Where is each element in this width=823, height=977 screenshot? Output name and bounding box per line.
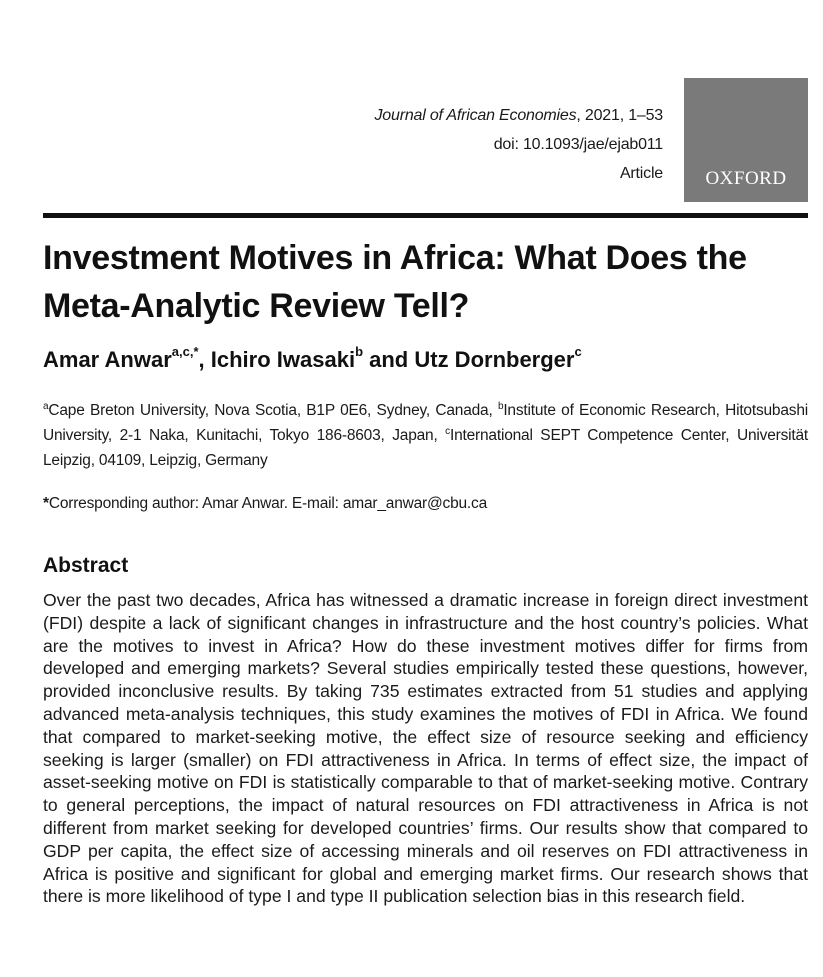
header-rule: [43, 213, 808, 218]
author-separator: ,: [198, 347, 211, 372]
affiliation-mark: b: [497, 400, 504, 412]
article-title: Investment Motives in Africa: What Does the Meta-Analytic Review Tell?: [43, 239, 747, 325]
publisher-logo: [684, 78, 808, 202]
publisher-logo-text: OXFORD: [705, 168, 787, 189]
author-name[interactable]: Ichiro Iwasaki: [210, 347, 356, 372]
affiliations: [43, 398, 808, 473]
journal-name[interactable]: Journal of African Economies: [374, 107, 577, 124]
affiliation-mark: c: [445, 425, 450, 437]
journal-year-pages: , 2021, 1–53: [576, 107, 663, 124]
affiliation-text: Institute of Economic Research, Hitotsubashi University, 2-1 Naka, Kunitachi, Tokyo 186-8603, Japan,: [43, 402, 808, 444]
corresponding-author: [43, 493, 487, 515]
affiliation-mark: a: [43, 400, 49, 412]
author-name[interactable]: Amar Anwar: [43, 347, 172, 372]
abstract-heading: Abstract: [43, 554, 129, 577]
author-name[interactable]: Utz Dornberger: [414, 347, 575, 372]
affiliation-text: International SEPT Competence Center, Universität Leipzig, 04109, Leipzig, Germany: [43, 427, 808, 469]
author-separator: and: [363, 347, 415, 372]
author-marks: a,c,*: [171, 343, 199, 359]
corresponding-mark: *: [43, 495, 49, 512]
article-type: Article: [619, 165, 663, 182]
journal-citation: [375, 101, 664, 130]
author-marks: c: [574, 343, 582, 359]
corresponding-text: Corresponding author: Amar Anwar. E-mail: amar_anwar@cbu.ca: [48, 495, 487, 512]
affiliation-text: Cape Breton University, Nova Scotia, B1P 0E6, Sydney, Canada,: [48, 402, 498, 419]
journal-doi[interactable]: doi: 10.1093/jae/ejab011: [493, 136, 663, 153]
abstract-text: Over the past two decades, Africa has witnessed a dramatic increase in foreign direct investment (FDI) despite a lack of significant changes in infrastructure and the host country’s policies. What are the motives to invest in Africa? How do these investment motives differ for firms from developed and emerging markets? Several studies empirically tested these questions, however, provided inconclusive results. By taking 735 estimates extracted from 51 studies and applying advanced meta-analysis techniques, this study examines the motives of FDI in Africa. We found that compared to market-seeking motive, the effect size of resource seeking and efficiency seeking is larger (smaller) on FDI attractiveness in Africa. In terms of effect size, the impact of asset-seeking motive on FDI is statistically comparable to that of market-seeking motive. Contrary to general perceptions, the impact of natural resources on FDI attractiveness in Africa is not different from market seeking for developed countries’ firms. Our results show that compared to GDP per capita, the effect size of accessing minerals and oil reserves on FDI attractiveness in Africa is positive and significant for global and emerging market firms. Our research shows that there is more likelihood of type I and type II publication selection bias in this research field.: [43, 590, 808, 907]
author-marks: b: [355, 343, 364, 359]
author-list: [43, 345, 582, 375]
journal-info: [375, 101, 664, 188]
